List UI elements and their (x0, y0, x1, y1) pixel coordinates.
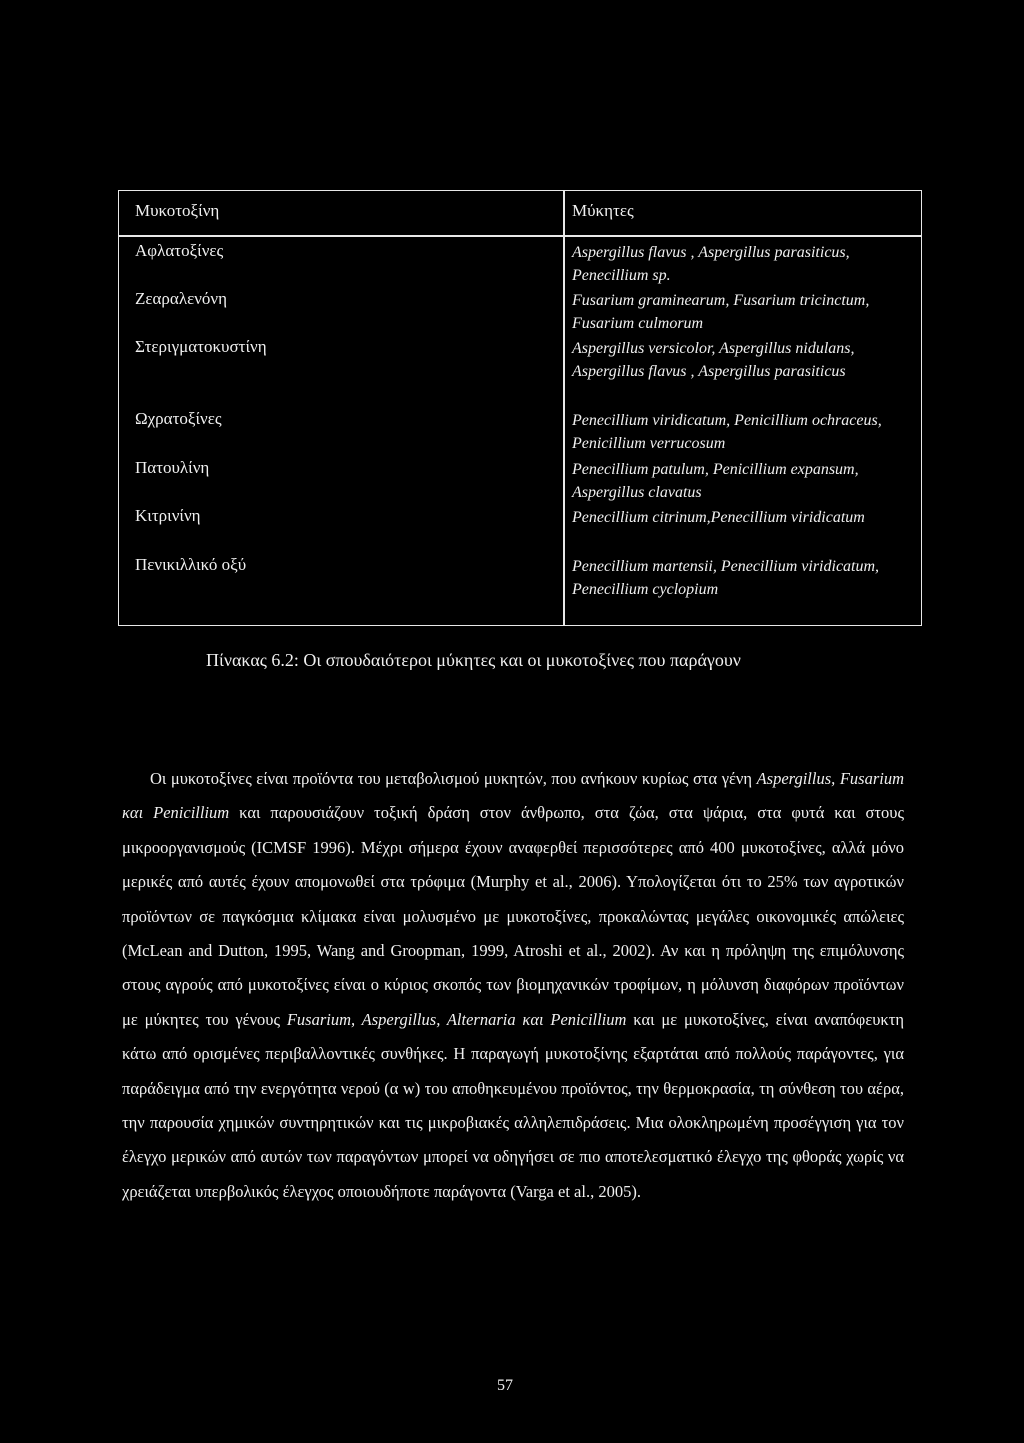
mycotoxin-name: Ζεαραλενόνη (135, 289, 227, 308)
mycotoxin-name: Πενικιλλικό οξύ (135, 555, 247, 574)
fungi-list: Penecillium viridicatum, Penicillium ochraceus, Penicillium verrucosum (572, 412, 882, 452)
fungi-list: Penecillium patulum, Penicillium expansum, Aspergillus clavatus (572, 461, 859, 501)
mycotoxin-name: Στεριγματοκυστίνη (135, 337, 267, 356)
fungi-list: Penecillium martensii, Penecillium viridicatum, Penecillium cyclopium (572, 558, 880, 598)
paragraph-genus-list: Aspergillus, Fusarium και Penicillium (122, 769, 904, 823)
column-divider (563, 191, 565, 625)
mycotoxin-name: Πατουλίνη (135, 458, 210, 477)
mycotoxin-name: Κιτρινίνη (135, 506, 201, 525)
mycotoxin-table (118, 190, 922, 626)
fungi-list: Aspergillus versicolor, Aspergillus nidulans, Aspergillus flavus , Aspergillus parasiticus (572, 340, 855, 380)
header-mycotoxin: Μυκοτοξίνη (135, 201, 220, 220)
paragraph-genus-list: Fusarium, Aspergillus, Alternaria και Penicillium (286, 1009, 627, 1029)
paragraph-text: και παρουσιάζουν τοξική δράση στον άνθρωπο, στα ζώα, στα ψάρια, στα φυτά και στους μικροοργανισμούς (ICMSF 1996). Μέχρι σήμερα έχουν αναφερθεί περισσότερες από 400 μυκοτοξίνες, αλλά μόνο μερικές από αυτές έχουν απομονωθεί στα τρόφιμα (Murphy et al., 2006). Υπολογίζεται ότι το 25% των αγροτικών προϊόντων σε παγκόσμια κλίμακα είναι μολυσμένο με μυκοτοξίνες, προκαλώντας μεγάλες οικονομικές απώλειες (McLean and Dutton, 1995, Wang and Groopman, 1999, Atroshi et al., 2002). Αν και η πρόληψη της επιμόλυνσης στους αγρούς από μυκοτοξίνες είναι ο κύριος σκοπός των βιομηχανικών τροφίμων, η μόλυνση διαφόρων προϊόντων με μύκητες του γένους (122, 803, 904, 1029)
mycotoxin-name: Ωχρατοξίνες (135, 409, 222, 428)
fungi-list: Penecillium citrinum,Penecillium viridicatum (572, 509, 865, 526)
page-number: 57 (497, 1377, 513, 1394)
header-fungi: Μύκητες (572, 201, 634, 220)
mycotoxin-name: Αφλατοξίνες (135, 241, 224, 260)
paragraph-text: Οι μυκοτοξίνες είναι προϊόντα του μεταβολισμού μυκητών, που ανήκουν κυρίως στα γένη (150, 769, 757, 788)
table-caption: Πίνακας 6.2: Οι σπουδαιότεροι μύκητες και οι μυκοτοξίνες που παράγουν (206, 650, 741, 670)
header-divider (119, 235, 921, 237)
body-paragraph (122, 762, 904, 1209)
paragraph-text: και με μυκοτοξίνες, είναι αναπόφευκτη κάτω από ορισμένες περιβαλλοντικές συνθήκες. Η παραγωγή μυκοτοξίνης εξαρτάται από πολλούς παράγοντες, για παράδειγμα από την ενεργότητα νερού (α w) του αποθηκευμένου προϊόντος, την θερμοκρασία, τη σύνθεση του αέρα, την παρουσία χημικών συντηρητικών και τις μικροβιακές αλληλεπιδράσεις. Μια ολοκληρωμένη προσέγγιση για τον έλεγχο μερικών από αυτών των παραγόντων μπορεί να οδηγήσει σε πιο αποτελεσματικό έλεγχο της φθοράς χωρίς να χρειάζεται υπερβολικός έλεγχος οποιουδήποτε παράγοντα (Varga et al., 2005). (122, 1009, 904, 1201)
fungi-list: Aspergillus flavus , Aspergillus parasiticus, Penecillium sp. (572, 244, 850, 284)
fungi-list: Fusarium graminearum, Fusarium tricinctum, Fusarium culmorum (572, 292, 870, 332)
